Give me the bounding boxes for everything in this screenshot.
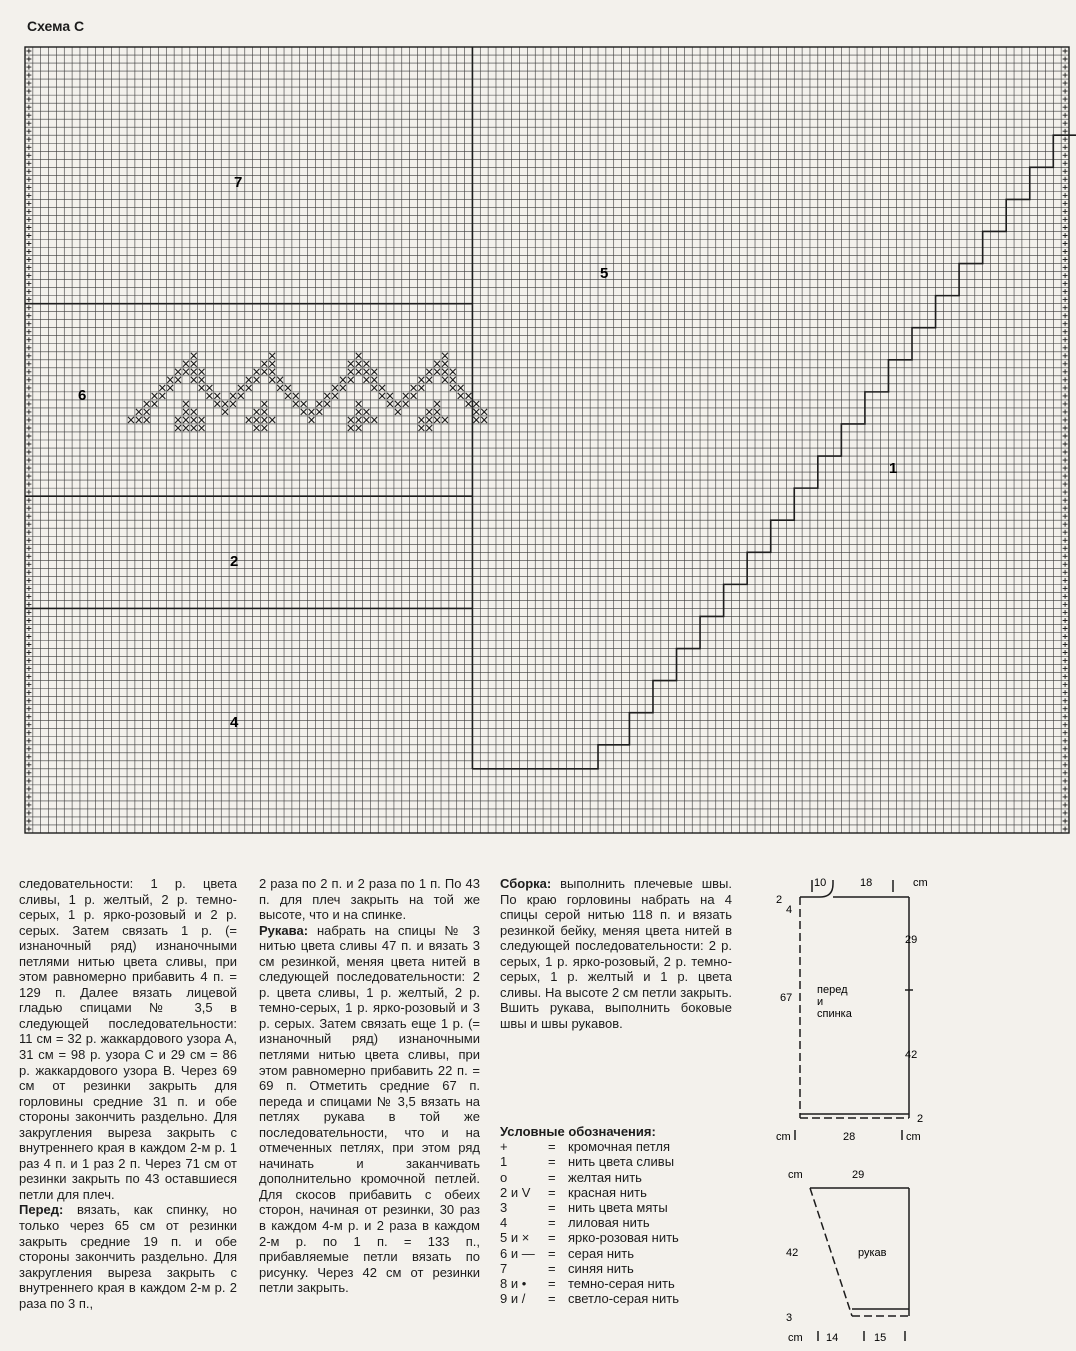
sleeve-schematic: [810, 1188, 909, 1341]
legend-desc: нить цвета мяты: [568, 1200, 668, 1216]
paragraph: Рукава: набрать на спицы № 3 нитью цвета сливы 47 п. и вязать 3 см резинкой, меняя цвета нитей в следующей последовательности: 2 р. цвета сливы, 1 р. желтый, 2 р. темно-серых, 1 р. ярко-розовый и 3 р. серых. Затем связать еще 1 р. (= изнаночный ряд) изнаночными петлями нитью цвета сливы, при этом равномерно прибавить 22 п. = 69 п. Отметить средние 67 п. переда и спицами № 3,5 вязать на петлях рукава в той же последовательности, что и на отмеченных петлях, при этом ряд начинать и заканчивать дополнительно кромочной петлей. Для скосов прибавить с обеих сторон, начиная от резинки, 30 раз в каждом 4-м р. и 2 раза в каждом 2-м р. по 1 п. = 133 п., прибавляемые петли вязать по рисунку. Через 42 см от резинки петли закрыть.: [259, 922, 480, 1296]
legend-equals: =: [548, 1230, 556, 1246]
paragraph: Сборка: выполнить плечевые швы. По краю горловины набрать на 4 спицы серой нитью 118 п. и вязать резинкой бейку, меняя цвета нитей в следующей последовательности: 2 р. серых, 1 р. ярко-розовый, 2 р. темно-серых, 1 р. желтый и 1 р. цвета сливы. На высоте 2 см петли закрыть. Вшить рукава, выполнить боковые швы и швы рукавов.: [500, 876, 732, 1031]
legend-desc: темно-серая нить: [568, 1276, 675, 1292]
legend-desc: нить цвета сливы: [568, 1154, 675, 1170]
legend-key: 3: [500, 1200, 508, 1216]
sleeve-top-unit: cm: [788, 1169, 803, 1181]
sleeve-cuff-3: 3: [786, 1312, 793, 1324]
legend-desc: желтая нить: [568, 1169, 642, 1185]
body-left-67: 67: [780, 992, 793, 1004]
legend-key: 7: [500, 1260, 508, 1276]
legend-desc: серая нить: [568, 1245, 635, 1261]
sleeve-top-29: 29: [852, 1169, 865, 1181]
body-top-unit: cm: [913, 877, 928, 889]
legend-desc: лиловая нить: [568, 1215, 650, 1231]
legend-desc: кромочная петля: [568, 1139, 670, 1155]
legend-equals: =: [548, 1139, 556, 1155]
legend-equals: =: [548, 1154, 556, 1170]
legend-desc: ярко-розовая нить: [568, 1230, 679, 1246]
zone-label-7: 7: [234, 174, 243, 191]
body-right-42: 42: [905, 1049, 918, 1061]
body-right-29: 29: [905, 934, 918, 946]
legend-key: 8 и •: [500, 1276, 527, 1292]
body-right-2: 2: [917, 1113, 924, 1125]
body-label-back: спинка: [817, 1008, 852, 1020]
legend-equals: =: [548, 1184, 556, 1200]
paragraph: 2 раза по 2 п. и 2 раза по 1 п. По 43 п. для плеч закрыть на той же высоте, что и на спинке.: [259, 876, 480, 923]
body-bottom-unit-right: cm: [906, 1131, 921, 1143]
body-label-front: перед: [817, 984, 848, 996]
legend-equals: =: [548, 1215, 556, 1231]
legend-key: 6 и —: [500, 1245, 535, 1261]
legend-desc: красная нить: [568, 1184, 647, 1200]
legend-equals: =: [548, 1200, 556, 1216]
legend-equals: =: [548, 1291, 556, 1307]
sleeve-bottom-15: 15: [874, 1332, 887, 1344]
sleeve-label: рукав: [858, 1247, 887, 1259]
legend-equals: =: [548, 1260, 556, 1276]
body-label-and: и: [817, 996, 824, 1008]
body-top-10: 10: [814, 877, 827, 889]
legend-key: o: [500, 1169, 508, 1185]
legend-key: 9 и /: [500, 1291, 526, 1307]
legend-key: +: [500, 1139, 508, 1155]
zone-label-2: 2: [230, 553, 239, 570]
legend-equals: =: [548, 1276, 556, 1292]
body-top-18: 18: [860, 877, 873, 889]
body-bottom-28: 28: [843, 1131, 856, 1143]
sleeve-bottom-14: 14: [826, 1332, 839, 1344]
zone-label-1: 1: [889, 460, 898, 477]
body-neck-2: 2: [776, 894, 783, 906]
legend-desc: светло-серая нить: [568, 1291, 680, 1307]
legend-key: 4: [500, 1215, 508, 1231]
legend-title: Условные обозначения:: [500, 1124, 656, 1139]
paragraph: следовательности: 1 р. цвета сливы, 1 р. желтый, 2 р. темно-серых, 1 р. ярко-розовый и 2 р. серых. Затем связать 1 р. (= изнаночный ряд) изнаночными петлями нитью цвета сливы, при этом равномерно прибавить 4 п. = 129 п. Далее вязать лицевой гладью спицами № 3,5 в следующей последовательности: 11 см = 32 р. жаккардового узора А, 31 см = 98 р. узора С и 29 см = 86 р. жаккардового узора В. Через 69 см от резинки закрыть для горловины средние 31 п. и обе стороны закончить раздельно. Для закругления выреза закрыть с внутреннего края в каждом 2-м р. 1 раз 4 п. и 1 раз 2 п. Через 71 см от резинки закрыть по 43 оставшиеся петли для плеч.: [19, 876, 237, 1202]
paragraph: Перед: вязать, как спинку, но только через 65 см от резинки закрыть средние 19 п. и обе стороны закончить раздельно. Для закругления выреза закрыть с внутреннего края в каждом 2-м р. 2 раза по 3 п.,: [19, 1202, 237, 1311]
body-neck-4: 4: [786, 904, 793, 916]
legend-key: 1: [500, 1154, 508, 1170]
legend-equals: =: [548, 1169, 556, 1185]
zone-label-4: 4: [230, 714, 239, 731]
body-schematic: [795, 880, 913, 1140]
zone-label-6: 6: [78, 387, 87, 404]
sleeve-bottom-unit: cm: [788, 1332, 803, 1344]
legend-desc: синяя нить: [568, 1260, 634, 1276]
sleeve-left-42: 42: [786, 1247, 799, 1259]
legend-key: 5 и ×: [500, 1230, 530, 1246]
body-bottom-unit-left: cm: [776, 1131, 791, 1143]
scheme-title: Схема С: [27, 18, 85, 34]
zone-label-5: 5: [600, 265, 609, 282]
legend-key: 2 и V: [500, 1184, 531, 1200]
legend-equals: =: [548, 1245, 556, 1261]
